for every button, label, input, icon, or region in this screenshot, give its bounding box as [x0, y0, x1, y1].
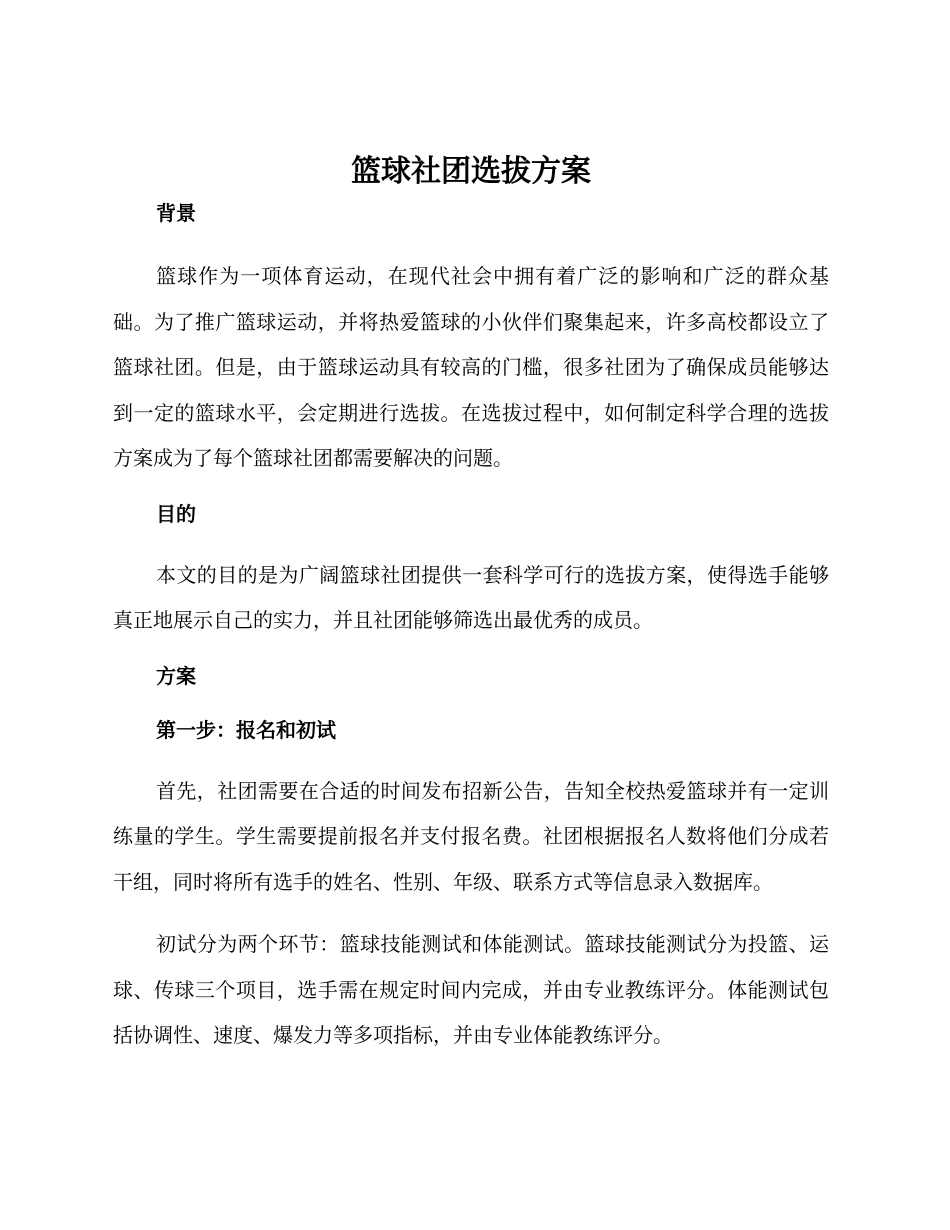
step1-paragraph-1: 首先，社团需要在合适的时间发布招新公告，告知全校热爱篮球并有一定训练量的学生。学生需要提前报名并支付报名费。社团根据报名人数将他们分成若干组，同时将所有选手的姓名、性别、年级、联系方式等信息录入数据库。: [113, 778, 829, 894]
section-heading-purpose: 目的: [156, 501, 196, 526]
section-heading-plan: 方案: [156, 663, 196, 688]
section-heading-background: 背景: [156, 201, 196, 225]
purpose-paragraph: 本文的目的是为广阔篮球社团提供一套科学可行的选拔方案，使得选手能够真正地展示自己的实力，并且社团能够筛选出最优秀的成员。: [113, 562, 829, 632]
background-paragraph: 篮球作为一项体育运动，在现代社会中拥有着广泛的影响和广泛的群众基础。为了推广篮球运动，并将热爱篮球的小伙伴们聚集起来，许多高校都设立了篮球社团。但是，由于篮球运动具有较高的门槛，很多社团为了确保成员能够达到一定的篮球水平，会定期进行选拔。在选拔过程中，如何制定科学合理的选拔方案成为了每个篮球社团都需要解决的问题。: [113, 264, 829, 470]
step1-heading: 第一步：报名和初试: [156, 717, 336, 742]
document-title: 篮球社团选拔方案: [351, 154, 591, 189]
step1-paragraph-2: 初试分为两个环节：篮球技能测试和体能测试。篮球技能测试分为投篮、运球、传球三个项目，选手需在规定时间内完成，并由专业教练评分。体能测试包括协调性、速度、爆发力等多项指标，并由专业体能教练评分。: [113, 932, 829, 1047]
